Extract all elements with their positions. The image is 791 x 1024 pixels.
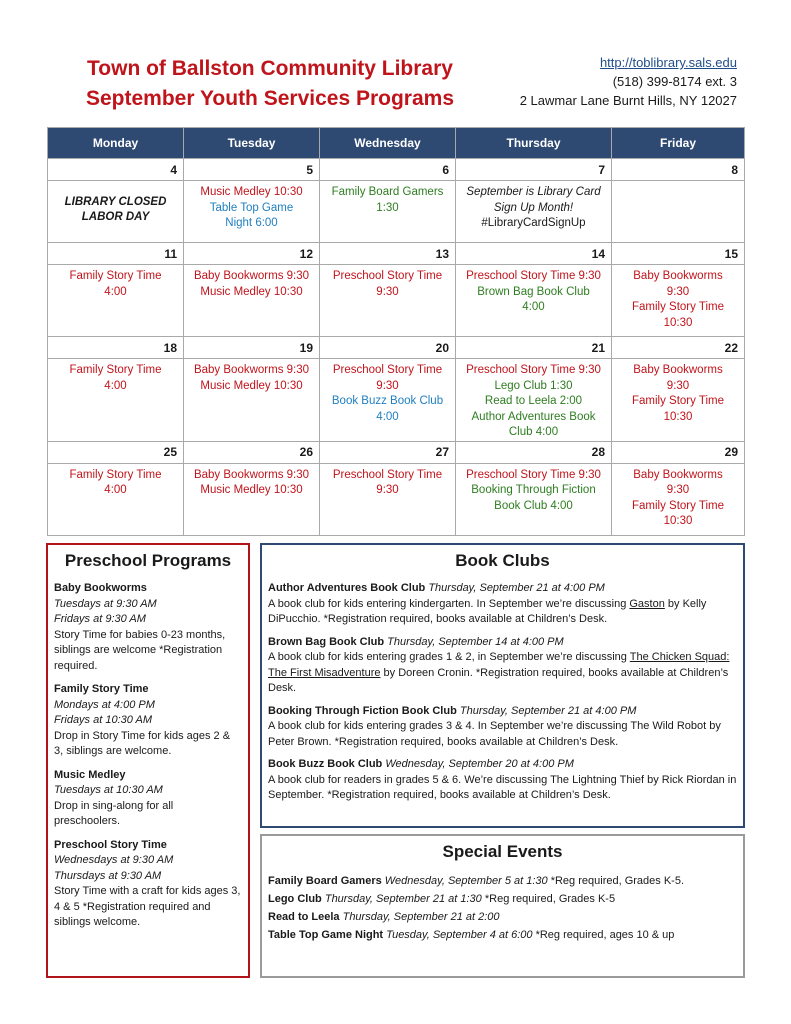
program-description: Drop in Story Time for kids ages 2 & 3, siblings are welcome. — [54, 729, 231, 757]
book-club-desc-text: A book club for kids entering grades 1 & 2, in September we’re discussing — [268, 651, 630, 663]
calendar-event-line: 9:30 — [376, 379, 399, 392]
event-name: Table Top Game Night — [268, 929, 384, 941]
calendar-event-line: 4:00 — [104, 285, 127, 298]
special-events-box — [260, 834, 745, 978]
events-row — [48, 265, 745, 337]
day-header: Monday — [48, 128, 184, 159]
title-line-2: September Youth Services Programs — [85, 87, 455, 110]
date-number: 28 — [456, 441, 612, 463]
date-number: 7 — [456, 159, 612, 181]
event-note: *Reg required, ages 10 & up — [532, 929, 675, 941]
date-row — [48, 159, 745, 181]
calendar-header-row — [48, 128, 745, 159]
calendar-cell — [184, 359, 320, 442]
special-events-heading: Special Events — [442, 842, 563, 861]
program-item — [54, 581, 242, 674]
book-club-item — [268, 635, 737, 697]
event-name: Family Board Gamers — [268, 875, 382, 887]
calendar-event-line: Book Buzz Book Club — [331, 395, 444, 407]
address: 2 Lawmar Lane Burnt Hills, NY 12027 — [519, 93, 737, 108]
contact-info — [477, 53, 737, 110]
program-time: Tuesdays at 10:30 AM — [54, 784, 163, 796]
calendar-event-line: Baby Bookworms 9:30 — [193, 270, 310, 282]
program-description: Story Time with a craft for kids ages 3, 4 & 5 *Registration required and siblings welcome. — [54, 885, 241, 928]
library-website-link[interactable]: http://toblibrary.sals.edu — [599, 55, 737, 70]
calendar-cell — [612, 265, 745, 337]
calendar-cell — [48, 181, 184, 243]
book-club-desc-text: A book club for kids entering kindergarten. In September we’re discussing — [268, 597, 630, 610]
calendar-cell — [320, 463, 456, 535]
book-club-when: Thursday, September 21 at 4:00 PM — [428, 582, 605, 594]
special-event-item — [268, 926, 737, 944]
book-club-title-line — [268, 757, 737, 773]
date-number: 4 — [48, 159, 184, 181]
book-club-name: Book Buzz Book Club — [268, 758, 383, 770]
date-number: 19 — [184, 337, 320, 359]
calendar-cell — [612, 181, 745, 243]
program-item — [54, 838, 242, 931]
program-time: Fridays at 10:30 AM — [54, 714, 153, 726]
calendar-event-line: 9:30 — [376, 285, 399, 298]
event-when: Thursday, September 21 at 1:30 — [324, 893, 482, 905]
calendar-event-line: Booking Through Fiction — [471, 484, 596, 496]
book-club-title-line — [268, 581, 737, 597]
date-row — [48, 441, 745, 463]
calendar-event-line: 9:30 — [666, 484, 690, 496]
date-number: 26 — [184, 441, 320, 463]
phone-number: (518) 399-8174 ext. 3 — [612, 74, 737, 89]
book-club-desc-text: by Doreen Cronin. *Registration required, books available at Children’s Desk. — [268, 666, 729, 694]
book-club-item — [268, 581, 737, 628]
book-club-description — [268, 650, 737, 697]
calendar-event-line: Preschool Story Time 9:30 — [466, 270, 601, 282]
program-name: Preschool Story Time — [54, 838, 167, 851]
calendar-event-line: Family Story Time — [631, 301, 724, 313]
preschool-programs-box — [46, 543, 250, 978]
calendar-event-line: 4:00 — [522, 301, 545, 313]
special-event-item — [268, 872, 737, 890]
calendar-event-line: 4:00 — [104, 484, 127, 496]
book-club-description — [268, 597, 737, 628]
date-number: 21 — [456, 337, 612, 359]
calendar-event-line: #LibraryCardSignUp — [481, 217, 586, 229]
calendar-event-line: Author Adventures Book — [471, 410, 596, 423]
book-club-title-line — [268, 704, 737, 720]
calendar-cell — [48, 359, 184, 442]
calendar-event-line: Night 6:00 — [225, 217, 278, 229]
book-club-title-line — [268, 635, 737, 651]
calendar-event-line: 10:30 — [663, 410, 693, 423]
event-when: Thursday, September 21 at 2:00 — [342, 911, 500, 923]
calendar-event-line: Family Story Time — [69, 468, 162, 481]
calendar-cell — [320, 181, 456, 243]
calendar-cell — [456, 181, 612, 243]
day-header: Thursday — [456, 128, 612, 159]
calendar-cell — [184, 463, 320, 535]
calendar-event-line: Baby Bookworms — [633, 270, 723, 282]
program-time: Tuesdays at 9:30 AM — [54, 597, 157, 610]
book-club-description — [268, 773, 737, 804]
calendar-event-line: 10:30 — [663, 316, 693, 329]
date-number: 8 — [612, 159, 745, 181]
event-when: Tuesday, September 4 at 6:00 — [386, 929, 533, 941]
calendar-cell — [184, 265, 320, 337]
calendar-event-line: Book Club 4:00 — [494, 499, 573, 512]
calendar-event-line: Preschool Story Time — [332, 468, 443, 481]
program-name: Music Medley — [54, 768, 126, 781]
calendar-event-line: September is Library Card — [466, 186, 601, 198]
day-header: Friday — [612, 128, 745, 159]
date-number: 20 — [320, 337, 456, 359]
calendar-table — [47, 127, 745, 536]
program-time: Thursdays at 9:30 AM — [54, 869, 162, 882]
calendar-event-line: Sign Up Month! — [493, 201, 574, 214]
calendar-event-line: Brown Bag Book Club — [477, 285, 590, 298]
calendar-cell — [320, 265, 456, 337]
book-club-name: Brown Bag Book Club — [268, 635, 385, 648]
calendar-event-line: Lego Club 1:30 — [494, 379, 573, 392]
book-clubs-box — [260, 543, 745, 828]
calendar-cell — [48, 463, 184, 535]
calendar-event-line: 4:00 — [104, 379, 127, 392]
calendar-event-line: 10:30 — [663, 515, 693, 527]
calendar-event-line: Family Story Time — [69, 364, 162, 376]
book-club-desc-text: by Kelly DiPucchio. *Registration required, books available at Children’s Desk. — [268, 597, 707, 625]
calendar-event-line: Club 4:00 — [508, 426, 559, 438]
preschool-programs-heading: Preschool Programs — [64, 551, 232, 570]
day-header: Wednesday — [320, 128, 456, 159]
date-number: 13 — [320, 243, 456, 265]
calendar-event-line: Preschool Story Time — [332, 270, 443, 282]
date-number: 27 — [320, 441, 456, 463]
calendar-cell — [184, 181, 320, 243]
calendar-event-line: 9:30 — [376, 484, 399, 496]
calendar-cell — [456, 463, 612, 535]
special-event-item — [268, 908, 737, 926]
event-note: *Reg required, Grades K-5 — [481, 893, 616, 905]
calendar-event-line: 4:00 — [376, 410, 399, 423]
title-line-1: Town of Ballston Community Library — [87, 57, 453, 80]
events-row — [48, 463, 745, 535]
program-name: Baby Bookworms — [54, 582, 147, 594]
calendar-cell — [320, 359, 456, 442]
book-clubs-heading: Book Clubs — [455, 551, 550, 570]
program-item — [54, 682, 242, 760]
calendar-event-line: LABOR DAY — [81, 211, 150, 223]
program-name: Family Story Time — [54, 683, 149, 695]
program-item — [54, 768, 242, 830]
book-club-when: Thursday, September 21 at 4:00 PM — [459, 704, 637, 717]
calendar-event-line: Music Medley 10:30 — [200, 484, 303, 496]
calendar-event-line: Family Board Gamers — [331, 186, 444, 198]
book-club-name: Author Adventures Book Club — [268, 582, 426, 594]
closure-notice — [48, 181, 183, 239]
events-row — [48, 181, 745, 243]
calendar-event-line: Table Top Game — [209, 201, 294, 214]
calendar-event-line: Music Medley 10:30 — [200, 186, 303, 198]
date-row — [48, 337, 745, 359]
calendar-event-line: Read to Leela 2:00 — [484, 395, 583, 407]
event-when: Wednesday, September 5 at 1:30 — [384, 875, 548, 887]
book-title: Gaston — [629, 597, 665, 610]
book-club-name: Booking Through Fiction Book Club — [268, 704, 457, 717]
calendar-event-line: Baby Bookworms — [633, 468, 723, 481]
calendar-event-line: LIBRARY CLOSED — [64, 195, 167, 208]
calendar-event-line: 9:30 — [666, 379, 690, 392]
calendar-event-line: 1:30 — [376, 201, 399, 214]
calendar-cell — [612, 463, 745, 535]
calendar-event-line: Family Story Time — [631, 499, 724, 512]
date-number: 14 — [456, 243, 612, 265]
date-row — [48, 243, 745, 265]
page-title — [60, 54, 480, 114]
book-title: The Chicken Squad: The First Misadventure — [268, 651, 730, 679]
date-number: 18 — [48, 337, 184, 359]
event-note: *Reg required, Grades K-5. — [547, 875, 685, 887]
calendar-cell — [48, 265, 184, 337]
calendar-event-line: Preschool Story Time 9:30 — [466, 364, 601, 376]
book-club-description — [268, 719, 737, 750]
program-time: Fridays at 9:30 AM — [54, 613, 146, 625]
date-number: 22 — [612, 337, 745, 359]
date-number: 29 — [612, 441, 745, 463]
calendar-event-line: Baby Bookworms — [633, 364, 723, 376]
program-description: Drop in sing-along for all preschoolers. — [54, 799, 174, 827]
calendar-event-line: 9:30 — [666, 285, 690, 298]
calendar-event-line: Preschool Story Time — [332, 364, 443, 376]
calendar-event-line: Family Story Time — [69, 270, 162, 282]
date-number: 25 — [48, 441, 184, 463]
day-header: Tuesday — [184, 128, 320, 159]
calendar-cell — [612, 359, 745, 442]
program-description: Story Time for babies 0-23 months, siblings are welcome *Registration required. — [54, 628, 226, 672]
program-time: Mondays at 4:00 PM — [54, 698, 155, 711]
date-number: 15 — [612, 243, 745, 265]
book-club-desc-text: A book club for readers in grades 5 & 6. We’re discussing The Lightning Thief by Rick Riordan in September. *Registration required, books available at Children’s Desk. — [268, 773, 737, 801]
date-number: 12 — [184, 243, 320, 265]
date-number: 5 — [184, 159, 320, 181]
calendar-cell — [456, 359, 612, 442]
program-time: Wednesdays at 9:30 AM — [54, 854, 174, 866]
calendar-event-line: Preschool Story Time 9:30 — [466, 468, 601, 481]
calendar-event-line: Family Story Time — [631, 395, 724, 407]
calendar-cell — [456, 265, 612, 337]
book-club-when: Thursday, September 14 at 4:00 PM — [387, 635, 564, 648]
date-number: 6 — [320, 159, 456, 181]
book-club-desc-text: A book club for kids entering grades 3 & 4. In September we’re discussing The Wild Robot by Peter Brown. *Registration required, books available at Children’s Desk. — [268, 720, 721, 748]
book-club-when: Wednesday, September 20 at 4:00 PM — [385, 758, 574, 770]
calendar-event-line: Music Medley 10:30 — [200, 379, 303, 392]
calendar-event-line: Music Medley 10:30 — [200, 285, 303, 298]
date-number: 11 — [48, 243, 184, 265]
book-club-item — [268, 757, 737, 804]
book-club-item — [268, 704, 737, 751]
calendar-event-line: Baby Bookworms 9:30 — [193, 364, 310, 376]
event-name: Read to Leela — [268, 911, 340, 923]
special-event-item — [268, 890, 737, 908]
calendar-event-line: Baby Bookworms 9:30 — [193, 468, 310, 481]
event-name: Lego Club — [268, 893, 322, 905]
events-row — [48, 359, 745, 442]
